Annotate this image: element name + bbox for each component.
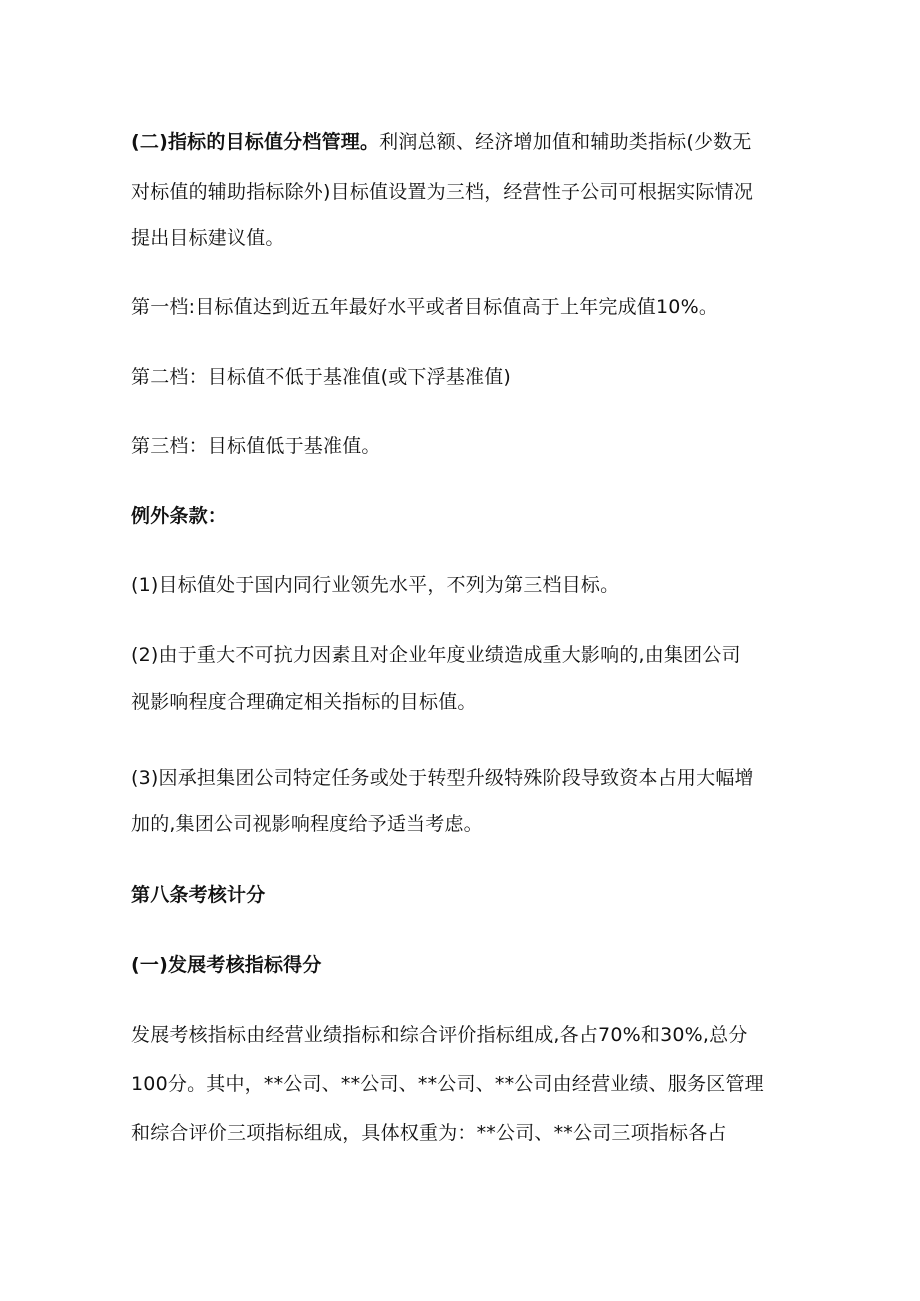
tier2-paragraph: 第二档：目标值不低于基准值(或下浮基准值)	[131, 366, 512, 388]
exceptions-heading: 例外条款：	[131, 505, 228, 527]
article8-paragraph-line1: 发展考核指标由经营业绩指标和综合评价指标组成,各占70%和30%,总分	[131, 1024, 748, 1046]
tier3-paragraph: 第三档：目标值低于基准值。	[131, 435, 381, 457]
tier1-paragraph: 第一档:目标值达到近五年最好水平或者目标值高于上年完成值10%。	[131, 296, 719, 318]
article8-paragraph-line3: 和综合评价三项指标组成，具体权重为：**公司、**公司三项指标各占	[131, 1122, 727, 1144]
exception-item-2-line1: (2)由于重大不可抗力因素且对企业年度业绩造成重大影响的,由集团公司	[131, 644, 741, 666]
exception-item-2-line2: 视影响程度合理确定相关指标的目标值。	[131, 691, 477, 713]
section2-line2: 对标值的辅助指标除外)目标值设置为三档，经营性子公司可根据实际情况	[131, 181, 754, 203]
article8-heading: 第八条考核计分	[131, 884, 266, 906]
section2-line1-text: 利润总额、经济增加值和辅助类指标(少数无	[379, 131, 752, 153]
exception-item-3-line1: (3)因承担集团公司特定任务或处于转型升级特殊阶段导致资本占用大幅增	[131, 767, 754, 789]
section2-heading: (二)指标的目标值分档管理。	[131, 131, 380, 153]
article8-paragraph-line2: 100分。其中，**公司、**公司、**公司、**公司由经营业绩、服务区管理	[131, 1073, 764, 1095]
exception-item-3-line2: 加的,集团公司视影响程度给予适当考虑。	[131, 813, 483, 835]
exception-item-1: (1)目标值处于国内同行业领先水平，不列为第三档目标。	[131, 574, 620, 596]
article8-subheading: (一)发展考核指标得分	[131, 954, 322, 976]
section2-line3: 提出目标建议值。	[131, 227, 285, 249]
section2-line1	[131, 130, 801, 154]
